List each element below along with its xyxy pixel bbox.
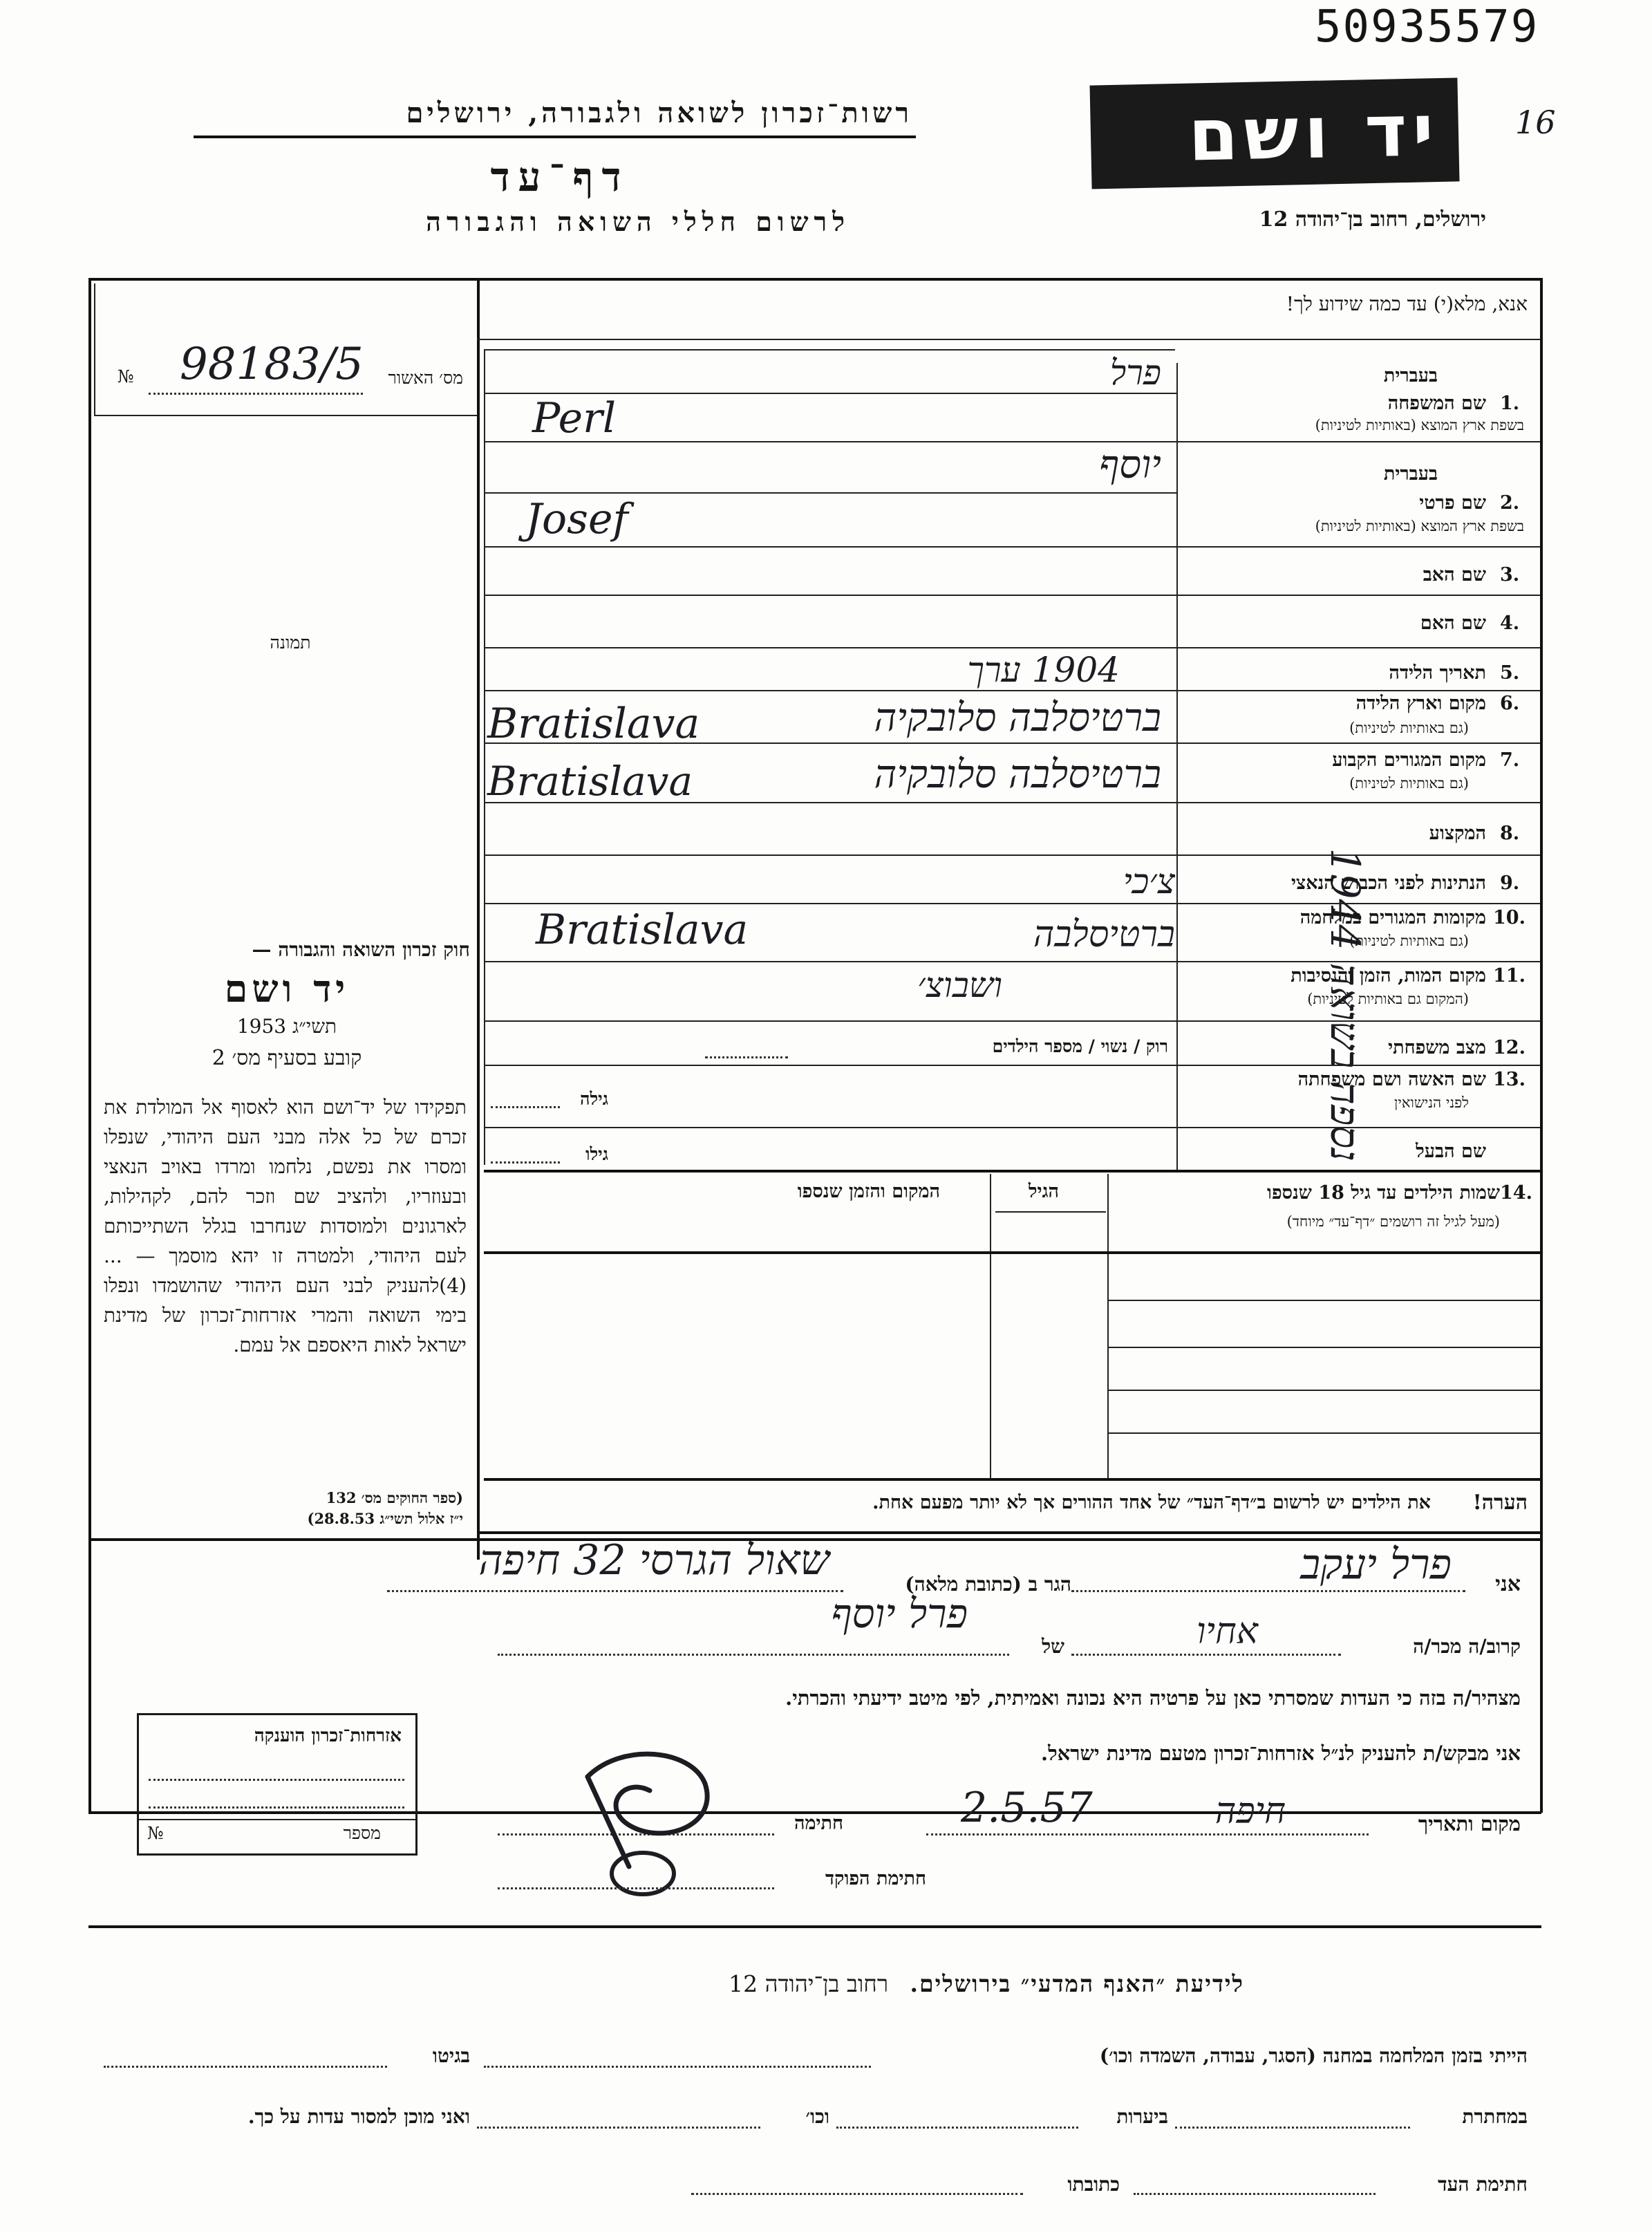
- side-note: נספה בשואה 1944: [1322, 848, 1369, 1161]
- footer-line2-dots-c: [477, 2127, 760, 2129]
- handwritten-signature: [539, 1728, 747, 1908]
- field13-sub: לפני הנישואין: [1394, 1094, 1469, 1111]
- declarant-address: שאול הגרסי 32 חיפה: [478, 1536, 829, 1585]
- approval-no-label: №: [118, 366, 134, 386]
- field10-latin-value: Bratislava: [536, 906, 749, 954]
- field-section-bottom: [484, 1170, 1540, 1172]
- husband-age-label: גילו: [585, 1144, 608, 1164]
- declarant-resides-label: הגר ב (כתובת מלאה): [905, 1573, 1071, 1596]
- field4-rule: [484, 647, 1540, 648]
- place-value: חיפה: [1214, 1791, 1286, 1832]
- request-text: אני מבקש/ת להעניק לנ״ל אזרחות־זכרון מטעם מדינת ישראל.: [1041, 1741, 1521, 1765]
- field11-sub: (המקום גם באותיות לטיניות): [1307, 991, 1469, 1007]
- form-title: דף־עד: [490, 153, 630, 200]
- children-row-4: [1107, 1432, 1540, 1434]
- citizenship-title: אזרחות־זכרון הוענקה: [254, 1726, 402, 1746]
- corner-mark: 16: [1515, 104, 1556, 141]
- of-value: פרל יוסף: [831, 1590, 968, 1637]
- note-bottom: [477, 1531, 1540, 1534]
- field9-rule: [484, 903, 1540, 904]
- place-date-label: מקום ותאריך: [1418, 1812, 1521, 1835]
- footer-line1-a: הייתי בזמן המלחמה במחנה (הסגר, עבודה, השמדה וכו׳): [1099, 2044, 1528, 2067]
- field9-label: הנתינות לפני הכבוש הנאצי: [1290, 872, 1486, 894]
- frame-left: [88, 278, 91, 1813]
- children-header-rule: [995, 1211, 1106, 1213]
- approval-rule: [94, 415, 477, 416]
- field1-num: 1.: [1500, 393, 1520, 414]
- field10-sub: (גם באותיות לטיניות): [1349, 933, 1469, 949]
- of-label: של: [1042, 1635, 1064, 1658]
- field12-label: מצב משפחתי: [1388, 1037, 1486, 1058]
- field11-value: ושבוצ׳: [917, 965, 1002, 1005]
- citizenship-no-label: №: [147, 1823, 164, 1843]
- intro-text: אנא, מלא(י) עד כמה שידוע לך!: [1286, 292, 1528, 315]
- children-age-col: הגיל: [1028, 1181, 1060, 1202]
- footer-top-rule: [88, 1925, 1541, 1928]
- stamp-number: 50935579: [1315, 1, 1539, 53]
- field2-sub: בשפת ארץ המוצא (באותיות לטיניות): [1315, 518, 1524, 534]
- children-row-3: [1107, 1390, 1540, 1391]
- children-header: שמות הילדים עד גיל 18 שנספו: [1267, 1182, 1500, 1204]
- field1-bottom-rule: [484, 441, 1540, 442]
- intro-rule: [477, 339, 1540, 340]
- field7-label: מקום המגורים הקבוע: [1332, 749, 1486, 771]
- officer-signature-label: חתימת הפוקד: [825, 1868, 926, 1889]
- field1-latin-value: Perl: [532, 394, 617, 442]
- field6-sub: (גם באותיות לטיניות): [1349, 720, 1469, 736]
- field5-rule: [484, 690, 1540, 691]
- citizenship-number-label: מספר: [343, 1823, 381, 1843]
- field7-num: 7.: [1500, 749, 1520, 771]
- footer-notice-bold: לידיעת ״האנף המדעי״ בירושלים.: [910, 1970, 1244, 1997]
- field7-latin-value: Bratislava: [487, 758, 693, 805]
- field2-latin-value: Josef: [525, 495, 628, 543]
- field14-num: 14.: [1500, 1182, 1532, 1204]
- children-sub: (מעל לגיל זה רושמים ״דף־עד״ מיוחד): [1286, 1213, 1500, 1230]
- field8-rule: [484, 854, 1540, 856]
- law-clause: קובע בסעיף מס׳ 2: [212, 1046, 362, 1070]
- approval-line: [149, 393, 363, 395]
- of-line: [498, 1654, 1009, 1656]
- children-table-bottom: [484, 1478, 1540, 1481]
- field2-label: שם פרטי: [1419, 492, 1486, 514]
- field5-label: תאריך הלידה: [1389, 662, 1486, 684]
- field3-num: 3.: [1500, 564, 1520, 586]
- institution-underline: [194, 136, 916, 138]
- field7-hebrew-value: ברטיסלבה סלובקיה: [874, 752, 1161, 797]
- approval-label: מס׳ האשור: [388, 368, 463, 388]
- field10-label: מקומות המגורים במלחמה: [1299, 907, 1486, 928]
- children-head-bottom: [484, 1251, 1540, 1254]
- declarant-name-line: [1071, 1590, 1465, 1592]
- field6-latin-value: Bratislava: [487, 700, 700, 748]
- field8-label: המקצוע: [1429, 823, 1486, 844]
- field2-num: 2.: [1500, 492, 1520, 514]
- field1-sub: בשפת ארץ המוצא (באותיות לטיניות): [1315, 417, 1524, 433]
- values-top-rule: [484, 349, 1175, 351]
- footer-line2-d: ואני מוכן למסור עדות על כך.: [247, 2105, 470, 2128]
- relative-label: קרוב/ה מכר/ה: [1413, 1635, 1521, 1658]
- field6-label: מקום וארץ הלידה: [1355, 693, 1486, 714]
- yad-vashem-logo: [1089, 77, 1459, 189]
- officer-signature-line: [498, 1887, 774, 1889]
- footer-line2-a: במחתרת: [1462, 2105, 1528, 2128]
- field13-age-dots: [491, 1106, 560, 1108]
- field12-rule: [484, 1065, 1540, 1066]
- field12-value: רוק / נשוי / מספר הילדים: [992, 1036, 1168, 1056]
- law-title: חוק זכרון השואה והגבורה —: [252, 938, 470, 961]
- field9-value: צ׳כי: [1123, 861, 1175, 901]
- field4-num: 4.: [1500, 613, 1520, 634]
- children-row-2: [1107, 1347, 1540, 1348]
- address: ירושלים, רחוב בן־יהודה 12: [1259, 207, 1486, 232]
- footer-line2-c: וכו׳: [805, 2105, 829, 2128]
- frame-top: [88, 278, 1541, 281]
- citizenship-box: [137, 1713, 417, 1856]
- footer-line3-dots-b: [691, 2193, 1023, 2195]
- field13-rule: [484, 1127, 1540, 1128]
- field13-label: שם האשה ושם משפחתה: [1297, 1069, 1486, 1090]
- approval-left-border: [94, 283, 95, 416]
- footer-line1-dots-b: [104, 2066, 387, 2068]
- field6-num: 6.: [1500, 693, 1520, 714]
- citizenship-line-1: [149, 1779, 404, 1781]
- values-column-border: [484, 349, 485, 1165]
- law-date: י״ז אלול תשי״ג 28.8.53): [307, 1510, 463, 1527]
- field2-mid-rule: [484, 492, 1176, 494]
- field13-age-label: גילה: [580, 1089, 608, 1109]
- field5-value: 1904 ערך: [967, 650, 1120, 690]
- footer-line3-a: חתימת העד: [1438, 2173, 1528, 2196]
- field10-rule: [484, 961, 1540, 962]
- field3-label: שם האב: [1423, 564, 1486, 586]
- signature-label: חתימה: [794, 1813, 843, 1834]
- note-label: הערה!: [1472, 1491, 1528, 1515]
- field13-num: 13.: [1493, 1069, 1526, 1090]
- children-place-col: המקום והזמן שנספו: [797, 1181, 940, 1202]
- law-source: (ספר החוקים מס׳ 132: [326, 1489, 463, 1506]
- field2-hebrew-tag: בעברית: [1383, 463, 1438, 485]
- children-row-1: [1107, 1300, 1540, 1301]
- law-body: תפקידו של יד־ושם הוא לאסוף אל המולדת את זכרם של כל אלה מבני העם היהודי, שנפלו ומסרו את נפשם, נלחמו ומרדו באויב הנאצי ובעוזריו, ולהציב שם וזכר להם, לקהילות, לארגונים ולמוסדות שנחרבו בגלל השתייכותם לעם היהודי, ולמטרה זו יהא מוסמך — ...(4)להעניק לבני העם היהודי שהושמדו ונפלו בימי השואה והמרי אזרחות־זכרון של מדינת ישראל לאות היאספם אל עמם.: [104, 1096, 467, 1356]
- labels-column-border: [1176, 363, 1178, 1172]
- left-column-border: [477, 278, 480, 1560]
- citizenship-line-2: [149, 1806, 404, 1809]
- declaration-text: מצהיר/ה בזה כי העדות שמסרתי כאן על פרטיה היא נכונה ואמיתית, לפי מיטב ידיעתי והכרתי.: [785, 1686, 1521, 1710]
- field2-bottom-rule: [484, 546, 1540, 548]
- children-col-div-2: [990, 1174, 991, 1478]
- field10-hebrew-value: ברטיסלבה: [1033, 914, 1175, 955]
- field12-dots: [705, 1056, 788, 1058]
- place-date-line: [926, 1833, 1369, 1835]
- citizenship-number-rule: [139, 1819, 415, 1820]
- husband-label: שם הבעל: [1416, 1141, 1486, 1162]
- footer-line1-dots-a: [484, 2066, 871, 2068]
- footer-line2-dots-b: [836, 2127, 1078, 2129]
- approval-number: 98183/5: [180, 339, 364, 390]
- field11-num: 11.: [1493, 965, 1526, 987]
- relative-value: אחיו: [1196, 1611, 1258, 1652]
- logo-text: יד ושם: [1187, 88, 1440, 178]
- field5-num: 5.: [1500, 662, 1520, 684]
- law-name: יד ושם: [224, 966, 350, 1011]
- field9-num: 9.: [1500, 872, 1520, 894]
- photo-label: תמונה: [270, 633, 311, 653]
- institution-name: רשות־זכרון לשואה ולגבורה, ירושלים: [406, 97, 912, 129]
- date-value: 2.5.57: [961, 1784, 1093, 1832]
- footer-line3-dots-a: [1134, 2193, 1376, 2195]
- husband-age-dots: [491, 1161, 560, 1164]
- form-subtitle: לרשום חללי השואה והגבורה: [426, 206, 850, 237]
- field11-label: מקום המות, הזמן והנסיבות: [1290, 965, 1486, 987]
- field6-hebrew-value: ברטיסלבה סלובקיה: [874, 695, 1161, 740]
- footer-line2-b: ביערות: [1116, 2105, 1168, 2128]
- field1-label: שם המשפחה: [1387, 393, 1486, 414]
- field2-hebrew-value: יוסף: [1099, 442, 1161, 487]
- relative-line: [1071, 1654, 1341, 1656]
- field12-num: 12.: [1493, 1037, 1526, 1058]
- footer-notice: [484, 1970, 1244, 1998]
- field8-num: 8.: [1500, 823, 1520, 844]
- field1-hebrew-value: פרל: [1109, 353, 1161, 393]
- note-text: את הילדים יש לרשום ב״דף־העד״ של אחד ההורים אך לא יותר מפעם אחת.: [872, 1492, 1431, 1513]
- field1-hebrew-tag: בעברית: [1383, 365, 1438, 386]
- law-year: תשי״ג 1953: [236, 1015, 337, 1038]
- declarant-i-label: אני: [1495, 1572, 1521, 1596]
- field11-rule: [484, 1020, 1540, 1022]
- field7-sub: (גם באותיות לטיניות): [1349, 775, 1469, 792]
- footer-line3-b: כתובתו: [1067, 2173, 1120, 2196]
- frame-right: [1540, 278, 1543, 1813]
- footer-line2-dots-a: [1175, 2127, 1410, 2129]
- footer-line1-b: בגיטו: [432, 2044, 470, 2067]
- field3-rule: [484, 595, 1540, 596]
- field4-label: שם האם: [1420, 613, 1486, 634]
- field10-num: 10.: [1493, 907, 1526, 928]
- declarant-name: פרל יעקב: [1300, 1540, 1452, 1589]
- footer-notice-address: רחוב בן־יהודה 12: [729, 1970, 889, 1997]
